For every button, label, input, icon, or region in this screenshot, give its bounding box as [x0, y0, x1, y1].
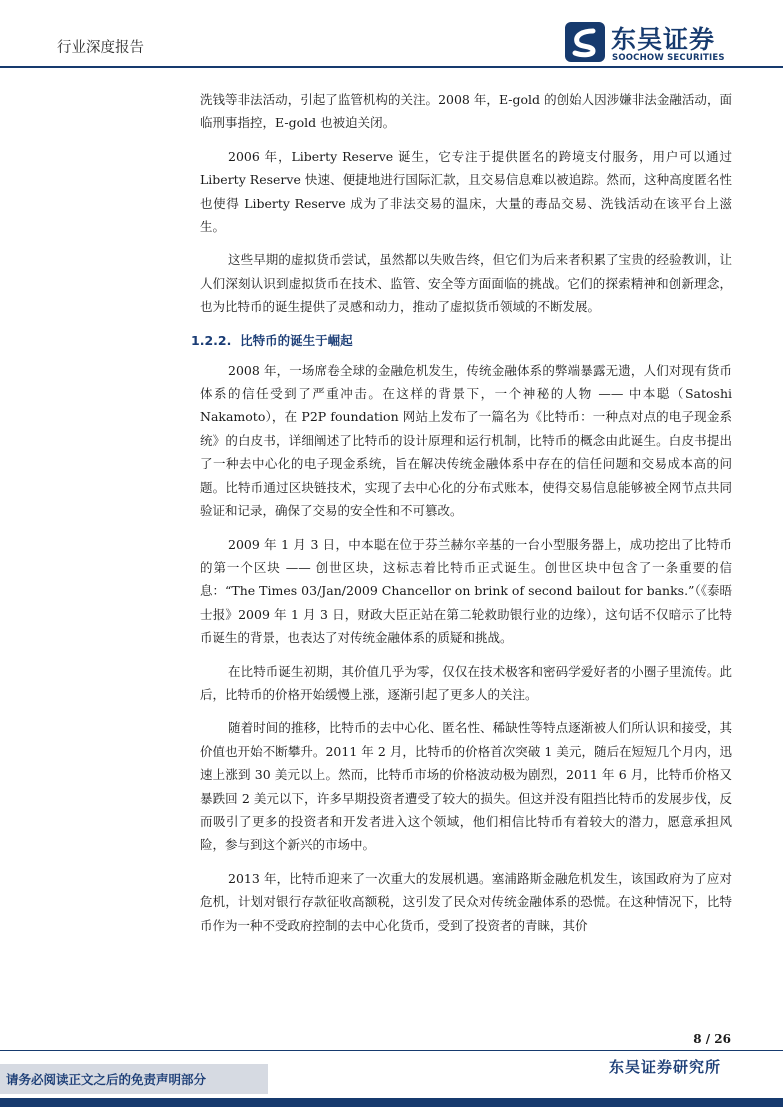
body-paragraph: 这些早期的虚拟货币尝试，虽然都以失败告终，但它们为后来者积累了宝贵的经验教训，让人们深刻认识到虚拟货币在技术、监管、安全等方面面临的挑战。它们的探索精神和创新理念，也为比特币的诞生提供了灵感和动力，推动了虚拟货币领域的不断发展。: [200, 252, 732, 315]
report-body: [191, 88, 732, 947]
logo-chinese-name: 东吴证券: [611, 25, 716, 54]
soochow-logo-icon: [565, 22, 605, 62]
body-paragraph: 在比特币诞生初期，其价值几乎为零，仅仅在技术极客和密码学爱好者的小圈子里流传。此后，比特币的价格开始缓慢上涨，逐渐引起了更多人的关注。: [200, 663, 732, 702]
body-paragraph: 洗钱等非法活动，引起了监管机构的关注。2008 年，E-gold 的创始人因涉嫌非法金融活动，面临刑事指控，E-gold 也被迫关闭。: [200, 92, 732, 131]
footer-bar: [0, 1098, 783, 1107]
disclaimer-banner: [0, 1064, 268, 1094]
disclaimer-text: 请务必阅读正文之后的免责声明部分: [6, 1072, 207, 1087]
section-number: 1.2.2.: [191, 332, 232, 348]
body-paragraph: 2009 年 1 月 3 日，中本聪在位于芬兰赫尔辛基的一台小型服务器上，成功挖出了比特币的第一个区块 —— 创世区块，这标志着比特币正式诞生。创世区块中包含了一条重要的信息：“The Times 03/Jan/2009 Chancellor on brink of second bailout for banks.”（《泰晤士报》2009 年 1 月 3 日，财政大臣正站在第二轮救助银行业的边缘），这句话不仅暗示了比特币诞生的背景，也表达了对传统金融体系的质疑和挑战。: [200, 536, 732, 646]
footer-org-name: 东吴证券研究所: [608, 1058, 721, 1076]
footer-divider: [0, 1050, 783, 1051]
body-paragraph: 随着时间的推移，比特币的去中心化、匿名性、稀缺性等特点逐渐被人们所认识和接受，其价值也开始不断攀升。2011 年 2 月，比特币的价格首次突破 1 美元，随后在短短几个月内，迅速上涨到 30 美元以上。然而，比特币市场的价格波动极为剧烈，2011 年 6 月，比特币价格又暴跌回 2 美元以下，许多早期投资者遭受了较大的损失。但这并没有阻挡比特币的发展步伐，反而吸引了更多的投资者和开发者进入这个领域，他们相信比特币有着较大的潜力，愿意承担风险，参与到这个新兴的市场中。: [200, 720, 732, 853]
body-paragraph: 2013 年，比特币迎来了一次重大的发展机遇。塞浦路斯金融危机发生，该国政府为了应对危机，计划对银行存款征收高额税，这引发了民众对传统金融体系的恐慌。在这种情况下，比特币作为一种不受政府控制的去中心化货币，受到了投资者的青睐，其价: [200, 870, 732, 933]
logo-english-name: SOOCHOW SECURITIES: [612, 53, 725, 63]
report-type-label: 行业深度报告: [57, 40, 144, 56]
body-paragraph: 2006 年，Liberty Reserve 诞生，它专注于提供匿名的跨境支付服务，用户可以通过 Liberty Reserve 快速、便捷地进行国际汇款，且交易信息难以被追踪。然而，这种高度匿名性也使得 Liberty Reserve 成为了非法交易的温床，大量的毒品交易、洗钱活动在该平台上滋生。: [200, 148, 732, 235]
header-divider: [0, 66, 783, 68]
company-logo: [565, 22, 735, 66]
section-heading: [191, 329, 732, 353]
page-number: 8 / 26: [693, 1032, 731, 1046]
body-paragraph: 2008 年，一场席卷全球的金融危机发生，传统金融体系的弊端暴露无遗，人们对现有货币体系的信任受到了严重冲击。在这样的背景下，一个神秘的人物 —— 中本聪（Satoshi Nakamoto），在 P2P foundation 网站上发布了一篇名为《比特币：一种点对点的电子现金系统》的白皮书，详细阐述了比特币的设计原理和运行机制，比特币的概念由此诞生。白皮书提出了一种去中心化的电子现金系统，旨在解决传统金融体系中存在的信任问题和交易成本高的问题。比特币通过区块链技术，实现了去中心化的分布式账本，使得交易信息能够被全网节点共同验证和记录，确保了交易的安全性和不可篡改。: [200, 362, 732, 519]
section-title: 比特币的诞生于崛起: [240, 332, 353, 348]
